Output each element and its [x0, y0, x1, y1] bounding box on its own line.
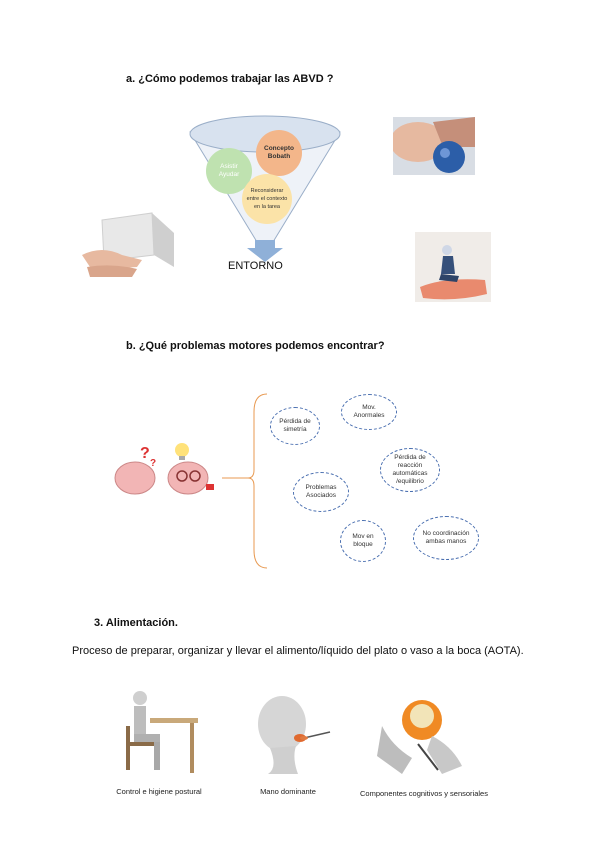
- bubble-problemas-asociados: Problemas Asociados: [293, 472, 349, 512]
- bubble-mov-anormales: Mov. Anormales: [341, 394, 397, 430]
- heading-section-a: a. ¿Cómo podemos trabajar las ABVD ?: [126, 73, 334, 85]
- hands-keyboard-image: [82, 205, 177, 280]
- shoulder-therapy-image: [393, 117, 475, 175]
- bubble-mov-bloque: Mov en bloque: [340, 520, 386, 562]
- brain-characters-image: [110, 438, 220, 500]
- heading-section-3: 3. Alimentación.: [94, 617, 178, 629]
- heading-section-b: b. ¿Qué problemas motores podemos encontrar?: [126, 340, 385, 352]
- person-in-hand-image: [415, 232, 491, 302]
- caption-control-postural: Control e higiene postural: [116, 787, 202, 796]
- svg-text:?: ?: [150, 458, 157, 469]
- caption-componentes: Componentes cognitivos y sensoriales: [360, 789, 488, 798]
- svg-text:?: ?: [140, 445, 150, 462]
- circle-bobath: Concepto Bobath: [256, 130, 302, 176]
- funnel-label-entorno: ENTORNO: [228, 260, 283, 272]
- circle-asistir: Asistir Ayudar: [206, 148, 252, 194]
- bubble-reaccion-equilibrio: Pérdida de reacción automáticas /equilibrio: [380, 448, 440, 492]
- person-at-table-image: [118, 686, 200, 778]
- alimentacion-paragraph: Proceso de preparar, organizar y llevar el alimento/líquido del plato o vaso a la boca (AOTA).: [72, 645, 524, 657]
- bubble-simetria: Pérdida de simetría: [270, 407, 320, 445]
- hands-cutting-orange-image: [372, 686, 468, 774]
- circle-reconsiderar: Reconsiderar entre el contexto en la tarea: [242, 174, 292, 224]
- bracket-connector: [222, 392, 272, 572]
- bubble-coordinacion-manos: No coordinación ambas manos: [413, 516, 479, 560]
- head-with-utensil-image: [248, 688, 334, 774]
- caption-mano-dominante: Mano dominante: [260, 787, 316, 796]
